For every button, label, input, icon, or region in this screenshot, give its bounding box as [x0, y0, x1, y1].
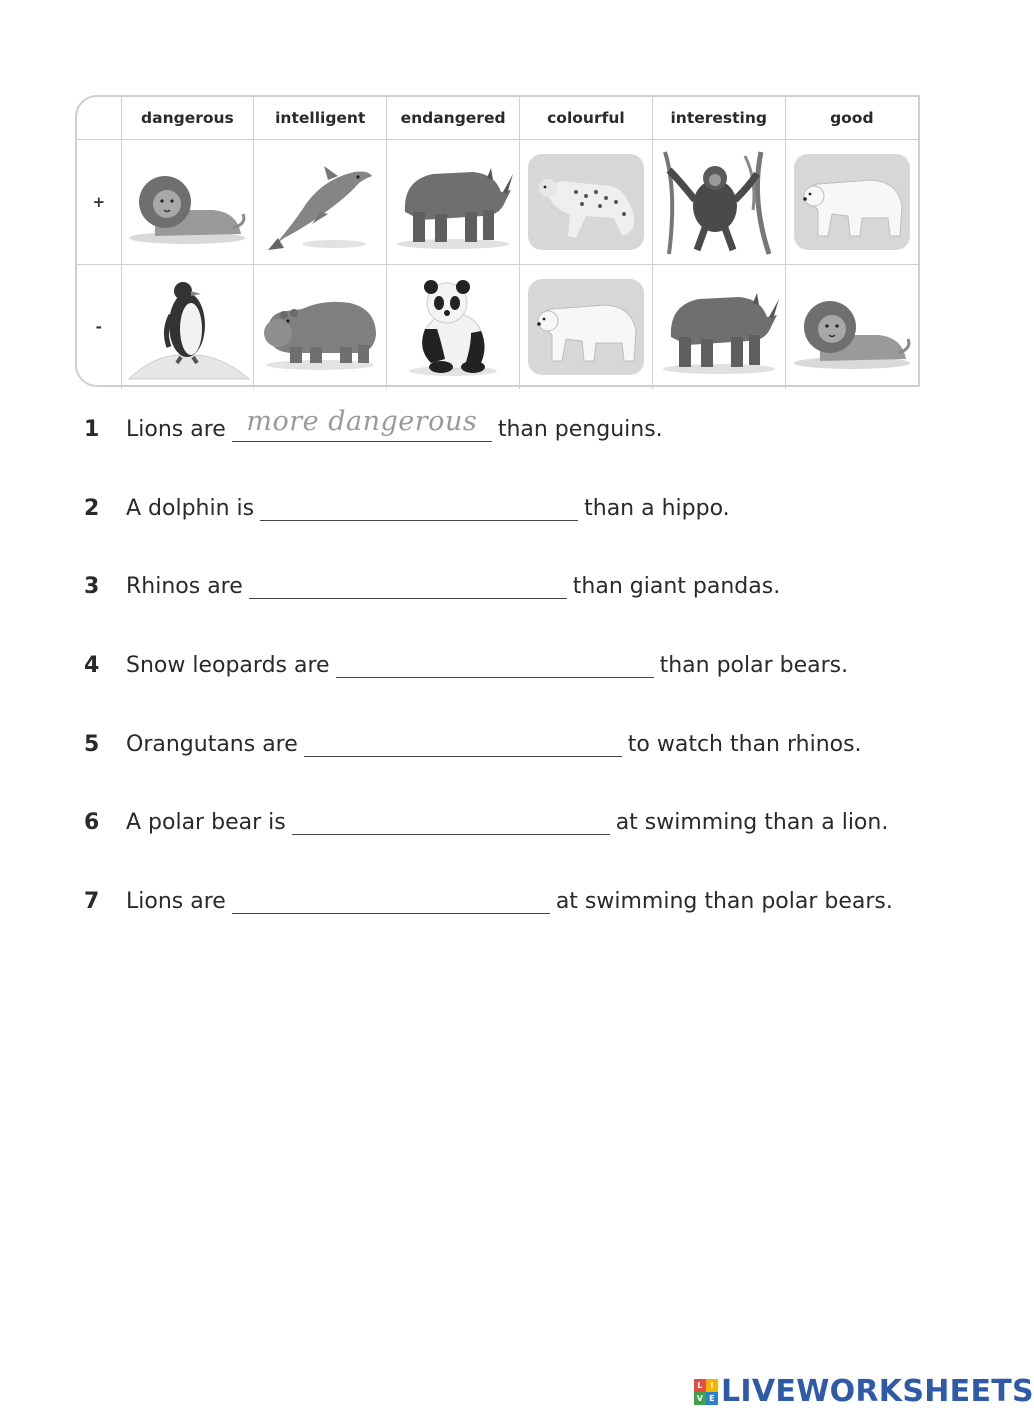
answer-blank-4[interactable]	[336, 647, 654, 678]
answer-blank-3[interactable]	[249, 568, 567, 599]
polar-bear-image	[792, 152, 912, 252]
answer-blank-1[interactable]	[232, 406, 492, 442]
cell-plus-good	[785, 140, 918, 265]
cell-minus-good	[785, 265, 918, 390]
penguin-image	[125, 275, 249, 379]
question-text-after: at swimming than polar bears.	[555, 889, 893, 914]
cell-plus-endangered	[387, 140, 520, 265]
question-text-before: A dolphin is	[126, 496, 255, 521]
question-number: 4	[84, 653, 100, 678]
polar-bear-image	[526, 277, 646, 377]
answer-blank-2[interactable]	[260, 490, 578, 521]
table-row-plus	[77, 140, 918, 265]
question-2	[84, 484, 730, 524]
row-sign-minus: -	[77, 265, 121, 390]
cell-plus-dangerous	[121, 140, 254, 265]
question-number: 7	[84, 889, 100, 914]
question-text-after: to watch than rhinos.	[627, 732, 862, 757]
logo-tile-e: E	[706, 1392, 718, 1405]
lion-image	[125, 152, 249, 252]
giant-panda-image	[391, 275, 515, 379]
cell-plus-intelligent	[254, 140, 387, 265]
cell-plus-interesting	[652, 140, 785, 265]
question-text-before: Snow leopards are	[126, 653, 330, 678]
question-3	[84, 562, 780, 602]
question-text-before: Orangutans are	[126, 732, 298, 757]
hippo-image	[258, 277, 382, 377]
question-text-after: than a hippo.	[584, 496, 730, 521]
header-dangerous: dangerous	[121, 97, 254, 140]
table-header-row	[77, 97, 918, 140]
vocabulary-table	[75, 95, 920, 387]
row-sign-plus: +	[77, 140, 121, 265]
logo-tile-i: I	[706, 1379, 718, 1392]
cell-minus-interesting	[652, 265, 785, 390]
question-text-after: at swimming than a lion.	[615, 810, 889, 835]
lion-image	[790, 277, 914, 377]
logo-tile-l: L	[694, 1379, 706, 1392]
header-colourful: colourful	[519, 97, 652, 140]
orangutan-image	[657, 150, 781, 254]
question-5	[84, 720, 862, 760]
question-text-after: than polar bears.	[659, 653, 849, 678]
brand-name: LIVEWORKSHEETS	[721, 1374, 1034, 1409]
question-text-before: Rhinos are	[126, 574, 243, 599]
header-interesting: interesting	[652, 97, 785, 140]
answer-blank-5[interactable]	[304, 726, 622, 757]
question-number: 3	[84, 574, 100, 599]
cell-minus-intelligent	[254, 265, 387, 390]
header-endangered: endangered	[387, 97, 520, 140]
question-text-before: Lions are	[126, 417, 226, 442]
cell-minus-dangerous	[121, 265, 254, 390]
header-good: good	[785, 97, 918, 140]
rhino-image	[657, 275, 781, 379]
cell-minus-colourful	[519, 265, 652, 390]
snow-leopard-image	[526, 152, 646, 252]
table-corner-cell	[77, 97, 121, 140]
question-text-after: than penguins.	[497, 417, 663, 442]
question-number: 6	[84, 810, 100, 835]
question-7	[84, 877, 893, 917]
cell-plus-colourful	[519, 140, 652, 265]
question-4	[84, 641, 848, 681]
question-text-before: Lions are	[126, 889, 226, 914]
answer-blank-7[interactable]	[232, 883, 550, 914]
question-6	[84, 798, 888, 838]
question-text-after: than giant pandas.	[572, 574, 781, 599]
question-1	[84, 405, 663, 445]
liveworksheets-logo-icon	[694, 1379, 718, 1405]
question-number: 1	[84, 417, 100, 442]
cell-minus-endangered	[387, 265, 520, 390]
question-text-before: A polar bear is	[126, 810, 286, 835]
rhino-image	[391, 150, 515, 254]
question-number: 5	[84, 732, 100, 757]
table-row-minus	[77, 265, 918, 390]
example-answer: more dangerous	[246, 406, 478, 437]
header-intelligent: intelligent	[254, 97, 387, 140]
answer-blank-6[interactable]	[292, 804, 610, 835]
question-number: 2	[84, 496, 100, 521]
dolphin-image	[258, 150, 382, 254]
logo-tile-v: V	[694, 1392, 706, 1405]
liveworksheets-branding	[694, 1374, 1034, 1409]
